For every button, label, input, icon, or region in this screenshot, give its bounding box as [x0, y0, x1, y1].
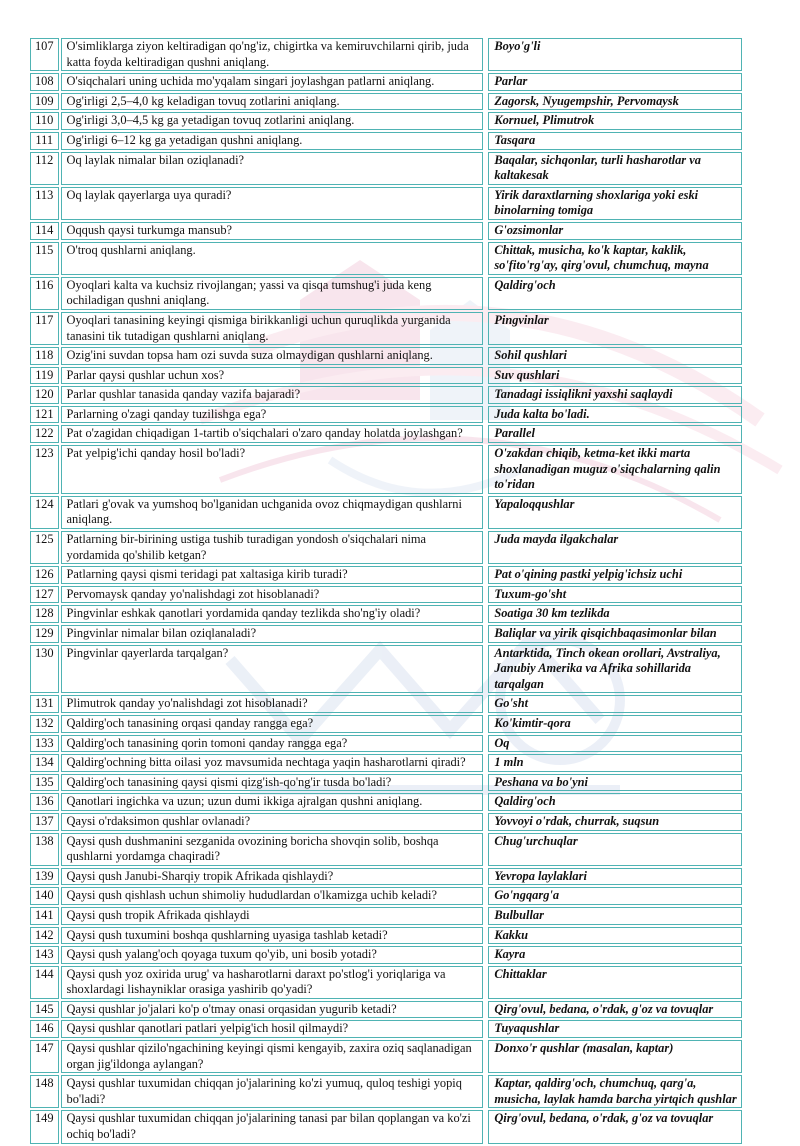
- answer-cell: Peshana va bo'yni: [488, 774, 742, 792]
- qa-table-container: [28, 36, 744, 1146]
- column-gap: [485, 73, 486, 91]
- question-cell: O'simliklarga ziyon keltiradigan qo'ng'iz, chigirtka va kemiruvchilarni qirib, juda katta foyda keltiradigan qushni aniqlang.: [61, 38, 484, 71]
- row-number: 126: [30, 566, 59, 584]
- row-number: 114: [30, 222, 59, 240]
- question-cell: Qaysi o'rdaksimon qushlar ovlanadi?: [61, 813, 484, 831]
- column-gap: [485, 1020, 486, 1038]
- row-number: 131: [30, 695, 59, 713]
- question-cell: Plimutrok qanday yo'nalishdagi zot hisoblanadi?: [61, 695, 484, 713]
- table-row: [30, 887, 742, 905]
- row-number: 108: [30, 73, 59, 91]
- question-cell: Ozig'ini suvdan topsa ham ozi suvda suza olmaydigan qushlarni aniqlang.: [61, 347, 484, 365]
- answer-cell: Yapaloqqushlar: [488, 496, 742, 529]
- column-gap: [485, 1001, 486, 1019]
- column-gap: [485, 406, 486, 424]
- question-cell: Oq laylak qayerlarga uya quradi?: [61, 187, 484, 220]
- table-row: [30, 927, 742, 945]
- column-gap: [485, 38, 486, 71]
- question-cell: Oqqush qaysi turkumga mansub?: [61, 222, 484, 240]
- question-cell: Qaysi qush Janubi-Sharqiy tropik Afrikada qishlaydi?: [61, 868, 484, 886]
- row-number: 116: [30, 277, 59, 310]
- row-number: 130: [30, 645, 59, 694]
- table-row: [30, 242, 742, 275]
- question-cell: Qaysi qush dushmanini sezganida ovozining boricha shovqin solib, boshqa qushlarni yordamga chaqiradi?: [61, 833, 484, 866]
- table-row: [30, 715, 742, 733]
- column-gap: [485, 966, 486, 999]
- answer-cell: Tanadagi issiqlikni yaxshi saqlaydi: [488, 386, 742, 404]
- answer-cell: Chug'urchuqlar: [488, 833, 742, 866]
- question-cell: Qaysi qush yoz oxirida urug' va hasharotlarni daraxt po'stlog'i yoriqlariga va shoxlardagi lishayniklar orasiga yashirib qo'yadi?: [61, 966, 484, 999]
- row-number: 117: [30, 312, 59, 345]
- answer-cell: Baqalar, sichqonlar, turli hasharotlar va kaltakesak: [488, 152, 742, 185]
- answer-cell: Qirg'ovul, bedana, o'rdak, g'oz va tovuqlar: [488, 1110, 742, 1143]
- table-row: [30, 1001, 742, 1019]
- column-gap: [485, 946, 486, 964]
- column-gap: [485, 386, 486, 404]
- table-row: [30, 187, 742, 220]
- answer-cell: Pat o'qining pastki yelpig'ichsiz uchi: [488, 566, 742, 584]
- row-number: 111: [30, 132, 59, 150]
- question-cell: Oyoqlari tanasining keyingi qismiga birikkanligi uchun quruqlikda yurganida tanasini tik tutadigan qushlarni aniqlang.: [61, 312, 484, 345]
- table-row: [30, 868, 742, 886]
- table-row: [30, 754, 742, 772]
- answer-cell: Qaldirg'och: [488, 793, 742, 811]
- answer-cell: Parlar: [488, 73, 742, 91]
- table-row: [30, 132, 742, 150]
- answer-cell: Antarktida, Tinch okean orollari, Avstraliya, Janubiy Amerika va Afrika sohillarida tarqalgan: [488, 645, 742, 694]
- question-cell: Qaysi qush yalang'och qoyaga tuxum qo'yib, uni bosib yotadi?: [61, 946, 484, 964]
- question-cell: Qaldirg'och tanasining qorin tomoni qanday rangga ega?: [61, 735, 484, 753]
- column-gap: [485, 625, 486, 643]
- row-number: 120: [30, 386, 59, 404]
- question-cell: Qanotlari ingichka va uzun; uzun dumi ikkiga ajralgan qushni aniqlang.: [61, 793, 484, 811]
- table-row: [30, 386, 742, 404]
- table-row: [30, 277, 742, 310]
- row-number: 141: [30, 907, 59, 925]
- row-number: 125: [30, 531, 59, 564]
- column-gap: [485, 112, 486, 130]
- column-gap: [485, 868, 486, 886]
- row-number: 148: [30, 1075, 59, 1108]
- row-number: 132: [30, 715, 59, 733]
- question-cell: Og'irligi 2,5–4,0 kg keladigan tovuq zotlarini aniqlang.: [61, 93, 484, 111]
- table-row: [30, 566, 742, 584]
- question-cell: Og'irligi 6–12 kg ga yetadigan qushni aniqlang.: [61, 132, 484, 150]
- row-number: 138: [30, 833, 59, 866]
- row-number: 113: [30, 187, 59, 220]
- table-row: [30, 222, 742, 240]
- row-number: 109: [30, 93, 59, 111]
- column-gap: [485, 566, 486, 584]
- answer-cell: Kornuel, Plimutrok: [488, 112, 742, 130]
- question-cell: Parlar qaysi qushlar uchun xos?: [61, 367, 484, 385]
- question-cell: Patlarning qaysi qismi teridagi pat xaltasiga kirib turadi?: [61, 566, 484, 584]
- answer-cell: Juda kalta bo'ladi.: [488, 406, 742, 424]
- row-number: 128: [30, 605, 59, 623]
- answer-cell: Boyo'g'li: [488, 38, 742, 71]
- question-cell: Patlari g'ovak va yumshoq bo'lganidan uchganida ovoz chiqmaydigan qushlarni aniqlang.: [61, 496, 484, 529]
- column-gap: [485, 242, 486, 275]
- answer-cell: Kaptar, qaldirg'och, chumchuq, qarg'a, musicha, laylak hamda barcha yirtqich qushlar: [488, 1075, 742, 1108]
- column-gap: [485, 887, 486, 905]
- row-number: 127: [30, 586, 59, 604]
- column-gap: [485, 774, 486, 792]
- column-gap: [485, 695, 486, 713]
- row-number: 122: [30, 425, 59, 443]
- answer-cell: Chittak, musicha, ko'k kaptar, kaklik, so'fito'rg'ay, qirg'ovul, chumchuq, mayna: [488, 242, 742, 275]
- question-cell: Pervomaysk qanday yo'nalishdagi zot hisoblanadi?: [61, 586, 484, 604]
- column-gap: [485, 531, 486, 564]
- table-row: [30, 735, 742, 753]
- table-row: [30, 813, 742, 831]
- table-row: [30, 946, 742, 964]
- table-row: [30, 586, 742, 604]
- answer-cell: Kakku: [488, 927, 742, 945]
- row-number: 123: [30, 445, 59, 494]
- answer-cell: Donxo'r qushlar (masalan, kaptar): [488, 1040, 742, 1073]
- answer-cell: Bulbullar: [488, 907, 742, 925]
- column-gap: [485, 132, 486, 150]
- column-gap: [485, 715, 486, 733]
- question-cell: Qaldirg'och tanasining orqasi qanday rangga ega?: [61, 715, 484, 733]
- question-cell: O'siqchalari uning uchida mo'yqalam singari joylashgan patlarni aniqlang.: [61, 73, 484, 91]
- table-row: [30, 445, 742, 494]
- column-gap: [485, 605, 486, 623]
- answer-cell: Yirik daraxtlarning shoxlariga yoki eski binolarning tomiga: [488, 187, 742, 220]
- column-gap: [485, 1110, 486, 1143]
- table-row: [30, 496, 742, 529]
- question-cell: Oyoqlari kalta va kuchsiz rivojlangan; yassi va qisqa tumshug'i juda keng ochiladigan qushni aniqlang.: [61, 277, 484, 310]
- answer-cell: 1 mln: [488, 754, 742, 772]
- row-number: 129: [30, 625, 59, 643]
- column-gap: [485, 445, 486, 494]
- column-gap: [485, 927, 486, 945]
- question-cell: Qaldirg'ochning bitta oilasi yoz mavsumida nechtaga yaqin hasharotlarni qiradi?: [61, 754, 484, 772]
- answer-cell: Tuyaqushlar: [488, 1020, 742, 1038]
- question-cell: Og'irligi 3,0–4,5 kg ga yetadigan tovuq zotlarini aniqlang.: [61, 112, 484, 130]
- question-cell: Qaysi qush tuxumini boshqa qushlarning uyasiga tashlab ketadi?: [61, 927, 484, 945]
- row-number: 139: [30, 868, 59, 886]
- row-number: 121: [30, 406, 59, 424]
- question-cell: O'troq qushlarni aniqlang.: [61, 242, 484, 275]
- column-gap: [485, 93, 486, 111]
- question-cell: Pat o'zagidan chiqadigan 1-tartib o'siqchalari o'zaro qanday holatda joylashgan?: [61, 425, 484, 443]
- answer-cell: Yevropa laylaklari: [488, 868, 742, 886]
- question-cell: Pingvinlar eshkak qanotlari yordamida qanday tezlikda sho'ng'iy oladi?: [61, 605, 484, 623]
- row-number: 112: [30, 152, 59, 185]
- table-row: [30, 645, 742, 694]
- table-row: [30, 1020, 742, 1038]
- answer-cell: Pingvinlar: [488, 312, 742, 345]
- question-cell: Qaysi qush qishlash uchun shimoliy hududlardan o'lkamizga uchib keladi?: [61, 887, 484, 905]
- row-number: 143: [30, 946, 59, 964]
- answer-cell: Qirg'ovul, bedana, o'rdak, g'oz va tovuqlar: [488, 1001, 742, 1019]
- answer-cell: Tasqara: [488, 132, 742, 150]
- answer-cell: Baliqlar va yirik qisqichbaqasimonlar bilan: [488, 625, 742, 643]
- column-gap: [485, 496, 486, 529]
- row-number: 142: [30, 927, 59, 945]
- table-row: [30, 73, 742, 91]
- column-gap: [485, 645, 486, 694]
- answer-cell: Zagorsk, Nyugempshir, Pervomaysk: [488, 93, 742, 111]
- column-gap: [485, 907, 486, 925]
- question-cell: Oq laylak nimalar bilan oziqlanadi?: [61, 152, 484, 185]
- row-number: 145: [30, 1001, 59, 1019]
- row-number: 124: [30, 496, 59, 529]
- question-cell: Qaysi qush tropik Afrikada qishlaydi: [61, 907, 484, 925]
- answer-cell: Ko'kimtir-qora: [488, 715, 742, 733]
- question-cell: Qaysi qushlar jo'jalari ko'p o'tmay onasi orqasidan yugurib ketadi?: [61, 1001, 484, 1019]
- table-row: [30, 1075, 742, 1108]
- table-row: [30, 625, 742, 643]
- column-gap: [485, 277, 486, 310]
- answer-cell: Soatiga 30 km tezlikda: [488, 605, 742, 623]
- table-row: [30, 367, 742, 385]
- answer-cell: Juda mayda ilgakchalar: [488, 531, 742, 564]
- row-number: 134: [30, 754, 59, 772]
- row-number: 137: [30, 813, 59, 831]
- table-row: [30, 425, 742, 443]
- question-cell: Qaysi qushlar tuxumidan chiqqan jo'jalarining tanasi par bilan qoplangan va ko'zi ochiq bo'ladi?: [61, 1110, 484, 1143]
- table-row: [30, 1040, 742, 1073]
- column-gap: [485, 367, 486, 385]
- row-number: 149: [30, 1110, 59, 1143]
- column-gap: [485, 312, 486, 345]
- row-number: 135: [30, 774, 59, 792]
- column-gap: [485, 222, 486, 240]
- answer-cell: Suv qushlari: [488, 367, 742, 385]
- table-row: [30, 605, 742, 623]
- column-gap: [485, 425, 486, 443]
- row-number: 110: [30, 112, 59, 130]
- answer-cell: G'ozsimonlar: [488, 222, 742, 240]
- qa-table: [28, 36, 744, 1146]
- row-number: 133: [30, 735, 59, 753]
- question-cell: Parlarning o'zagi qanday tuzilishga ega?: [61, 406, 484, 424]
- question-cell: Pat yelpig'ichi qanday hosil bo'ladi?: [61, 445, 484, 494]
- answer-cell: Parallel: [488, 425, 742, 443]
- table-row: [30, 112, 742, 130]
- row-number: 115: [30, 242, 59, 275]
- row-number: 147: [30, 1040, 59, 1073]
- answer-cell: Go'sht: [488, 695, 742, 713]
- answer-cell: Kayra: [488, 946, 742, 964]
- table-row: [30, 312, 742, 345]
- table-row: [30, 93, 742, 111]
- question-cell: Qaysi qushlar qizilo'ngachining keyingi qismi kengayib, zaxira oziq saqlanadigan organ jig'ildonga aylangan?: [61, 1040, 484, 1073]
- question-cell: Patlarning bir-birining ustiga tushib turadigan yondosh o'siqchalari nima yordamida qo'shilib ketgan?: [61, 531, 484, 564]
- row-number: 119: [30, 367, 59, 385]
- row-number: 146: [30, 1020, 59, 1038]
- answer-cell: Oq: [488, 735, 742, 753]
- table-row: [30, 1110, 742, 1143]
- question-cell: Pingvinlar nimalar bilan oziqlanaladi?: [61, 625, 484, 643]
- column-gap: [485, 735, 486, 753]
- column-gap: [485, 833, 486, 866]
- row-number: 144: [30, 966, 59, 999]
- question-cell: Pingvinlar qayerlarda tarqalgan?: [61, 645, 484, 694]
- answer-cell: Yovvoyi o'rdak, churrak, suqsun: [488, 813, 742, 831]
- answer-cell: Sohil qushlari: [488, 347, 742, 365]
- column-gap: [485, 347, 486, 365]
- column-gap: [485, 793, 486, 811]
- row-number: 140: [30, 887, 59, 905]
- table-row: [30, 793, 742, 811]
- table-row: [30, 966, 742, 999]
- table-row: [30, 347, 742, 365]
- answer-cell: Go'ngqarg'a: [488, 887, 742, 905]
- column-gap: [485, 586, 486, 604]
- table-row: [30, 152, 742, 185]
- column-gap: [485, 1040, 486, 1073]
- table-row: [30, 774, 742, 792]
- column-gap: [485, 187, 486, 220]
- question-cell: Parlar qushlar tanasida qanday vazifa bajaradi?: [61, 386, 484, 404]
- answer-cell: Tuxum-go'sht: [488, 586, 742, 604]
- table-row: [30, 531, 742, 564]
- question-cell: Qaldirg'och tanasining qaysi qismi qizg'ish-qo'ng'ir tusda bo'ladi?: [61, 774, 484, 792]
- column-gap: [485, 152, 486, 185]
- answer-cell: Chittaklar: [488, 966, 742, 999]
- table-row: [30, 38, 742, 71]
- table-row: [30, 833, 742, 866]
- table-row: [30, 907, 742, 925]
- question-cell: Qaysi qushlar tuxumidan chiqqan jo'jalarining ko'zi yumuq, quloq teshigi yopiq bo'ladi?: [61, 1075, 484, 1108]
- question-cell: Qaysi qushlar qanotlari patlari yelpig'ich hosil qilmaydi?: [61, 1020, 484, 1038]
- row-number: 136: [30, 793, 59, 811]
- row-number: 107: [30, 38, 59, 71]
- column-gap: [485, 813, 486, 831]
- column-gap: [485, 754, 486, 772]
- row-number: 118: [30, 347, 59, 365]
- column-gap: [485, 1075, 486, 1108]
- answer-cell: Qaldirg'och: [488, 277, 742, 310]
- table-row: [30, 406, 742, 424]
- answer-cell: O'zakdan chiqib, ketma-ket ikki marta shoxlanadigan muguz o'siqchalarning qalin to'ridan: [488, 445, 742, 494]
- table-row: [30, 695, 742, 713]
- qa-table-body: [30, 38, 742, 1144]
